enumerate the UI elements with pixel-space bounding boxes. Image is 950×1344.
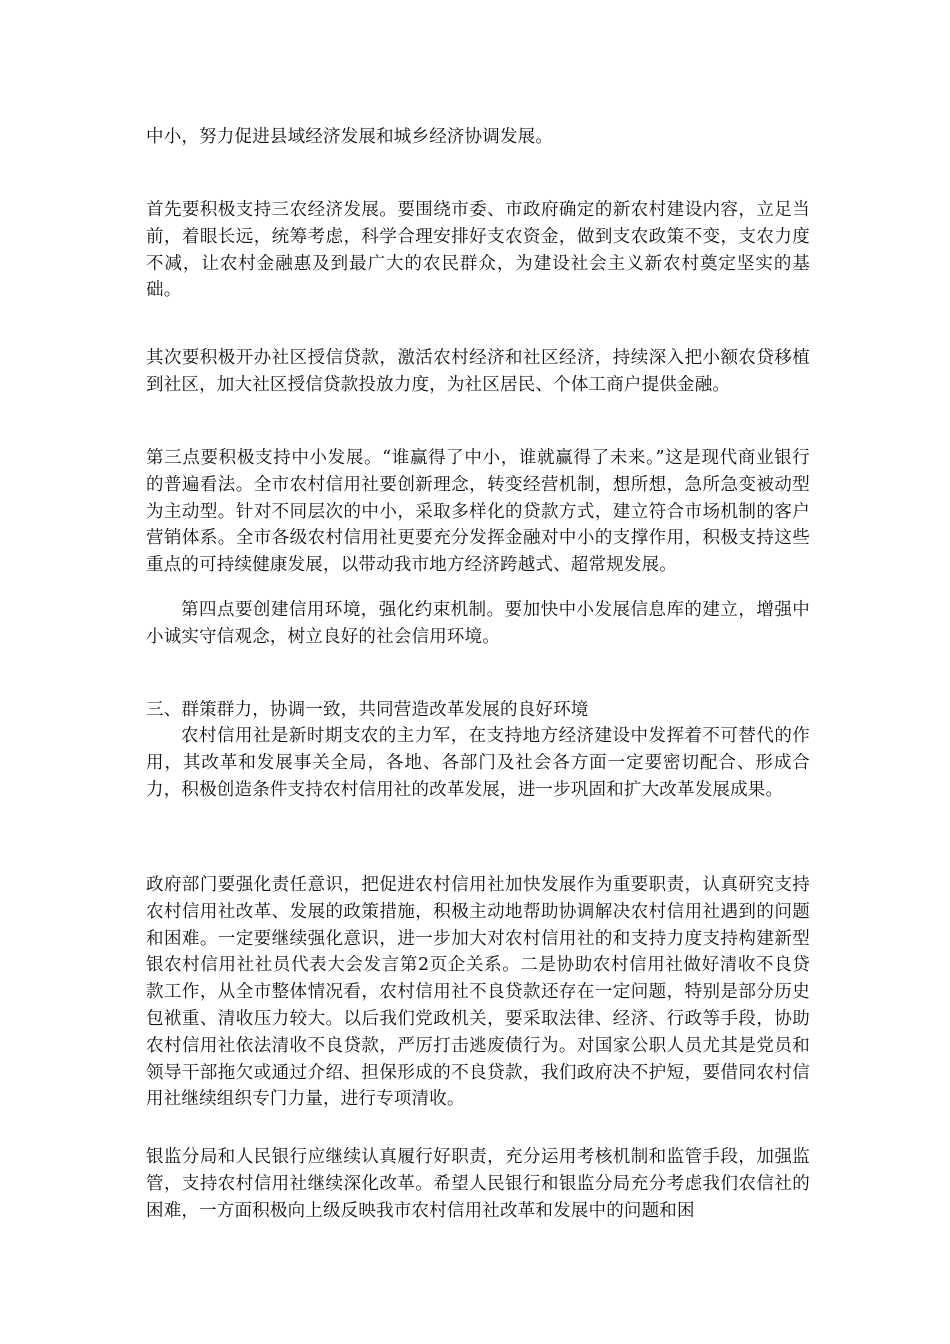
paragraph-1: 中小，努力促进县域经济发展和城乡经济协调发展。	[146, 127, 554, 147]
section-heading-3: 三、群策群力，协调一致，共同营造改革发展的良好环境	[146, 700, 589, 720]
paragraph-5: 第四点要创建信用环境，强化约束机制。要加快中小发展信息库的建立，增强中小诚实守信观念，树立良好的社会信用环境。	[146, 600, 810, 647]
paragraph-6: 农村信用社是新时期支农的主力军，在支持地方经济建设中发挥着不可替代的作用，其改革和发展事关全局，各地、各部门及社会各方面一定要密切配合、形成合力，积极创造条件支持农村信用社的改革发展，进一步巩固和扩大改革发展成果。	[146, 726, 810, 800]
paragraph-2: 首先要积极支持三农经济发展。要围绕市委、市政府确定的新农村建设内容，立足当前，着眼长远，统筹考虑，科学合理安排好支农资金，做到支农政策不变，支农力度不减，让农村金融惠及到最广大的农民群众，为建设社会主义新农村奠定坚实的基础。	[146, 200, 810, 301]
paragraph-7: 政府部门要强化责任意识，把促进农村信用社加快发展作为重要职责，认真研究支持农村信用社改革、发展的政策措施，积极主动地帮助协调解决农村信用社遇到的问题和困难。一定要继续强化意识，进一步加大对农村信用社的和支持力度支持构建新型银农村信用社社员代表大会发言第2页企关系。二是协助农村信用社做好清收不良贷款工作，从全市整体情况看，农村信用社不良贷款还存在一定问题，特别是部分历史包袱重、清收压力较大。以后我们党政机关，要采取法律、经济、行政等手段，协助农村信用社依法清收不良贷款，严厉打击逃废债行为。对国家公职人员尤其是党员和领导干部拖欠或通过介绍、担保形成的不良贷款，我们政府决不护短，要借同农村信用社继续组织专门力量，进行专项清收。	[146, 875, 810, 1110]
paragraph-3: 其次要积极开办社区授信贷款，激活农村经济和社区经济，持续深入把小额农贷移植到社区，加大社区授信贷款投放力度，为社区居民、个体工商户提供金融。	[146, 348, 810, 395]
paragraph-4: 第三点要积极支持中小发展。“谁赢得了中小，谁就赢得了未来。”这是现代商业银行的普遍看法。全市农村信用社要创新理念，转变经营机制，想所想，急所急变被动型为主动型。针对不同层次的中小，采取多样化的贷款方式，建立符合市场机制的客户营销体系。全市各级农村信用社更要充分发挥金融对中小的支撑作用，积极支持这些重点的可持续健康发展，以带动我市地方经济跨越式、超常规发展。	[146, 448, 810, 576]
paragraph-8: 银监分局和人民银行应继续认真履行好职责，充分运用考核机制和监管手段，加强监管，支持农村信用社继续深化改革。希望人民银行和银监分局充分考虑我们农信社的困难，一方面积极向上级反映我市农村信用社改革和发展中的问题和困	[146, 1147, 810, 1221]
